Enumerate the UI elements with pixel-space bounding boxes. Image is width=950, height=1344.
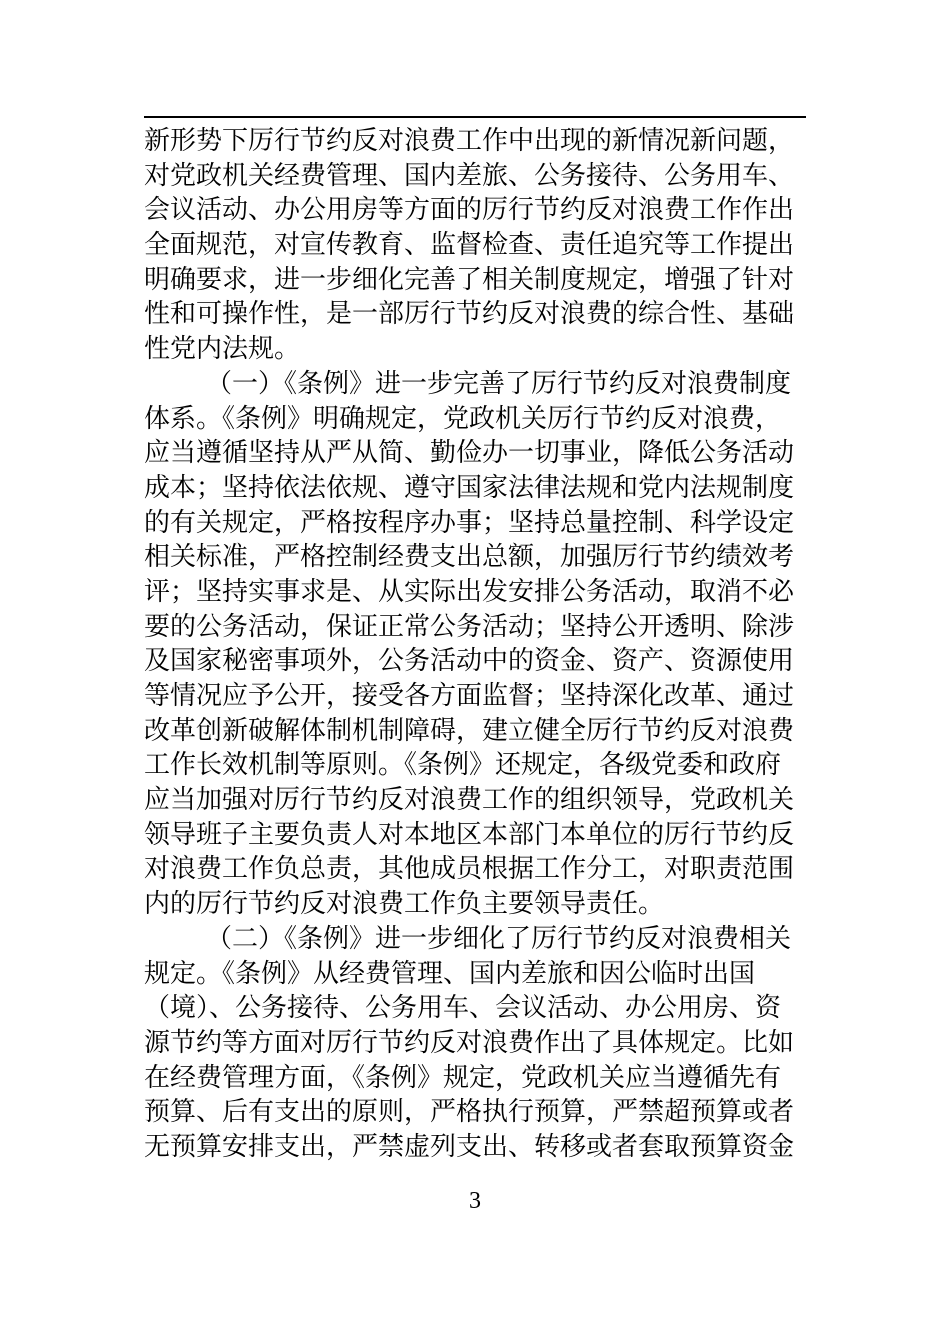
body-text (144, 124, 806, 1165)
text-line: 体系。《条例》明确规定，党政机关厉行节约反对浪费， (144, 403, 782, 434)
text-line: 要的公务活动，保证正常公务活动；坚持公开透明、除涉 (144, 611, 795, 642)
text-line: 应当遵循坚持从严从简、勤俭办一切事业，降低公务活动 (144, 438, 795, 469)
text-line: 的有关规定，严格按程序办事；坚持总量控制、科学设定 (144, 507, 795, 538)
text-line: 新形势下厉行节约反对浪费工作中出现的新情况新问题， (144, 126, 795, 156)
text-line: 工作长效机制等原则。《条例》还规定，各级党委和政府 (144, 750, 782, 781)
text-line: 在经费管理方面，《条例》规定，党政机关应当遵循先有 (144, 1062, 782, 1093)
text-line: 相关标准，严格控制经费支出总额，加强厉行节约绩效考 (144, 542, 795, 573)
text-line: 全面规范，对宣传教育、监督检查、责任追究等工作提出 (144, 230, 795, 261)
paragraph-start-line: （二）《条例》进一步细化了厉行节约反对浪费相关 (206, 923, 792, 954)
text-line: 预算、后有支出的原则，严格执行预算，严禁超预算或者 (144, 1097, 795, 1128)
text-line: 应当加强对厉行节约反对浪费工作的组织领导，党政机关 (144, 785, 795, 816)
text-line: 等情况应予公开，接受各方面监督；坚持深化改革、通过 (144, 681, 795, 711)
text-line: 源节约等方面对厉行节约反对浪费作出了具体规定。比如 (144, 1027, 795, 1058)
header-rule (144, 116, 806, 118)
text-line: 成本；坚持依法依规、遵守国家法律法规和党内法规制度 (144, 472, 795, 503)
text-line: 明确要求，进一步细化完善了相关制度规定，增强了针对 (144, 264, 795, 295)
text-line: 性和可操作性，是一部厉行节约反对浪费的综合性、基础 (144, 299, 795, 330)
text-line: 无预算安排支出，严禁虚列支出、转移或者套取预算资金 (144, 1131, 795, 1162)
paragraph-start-line: （一）《条例》进一步完善了厉行节约反对浪费制度 (206, 368, 792, 399)
text-line: 改革创新破解体制机制障碍，建立健全厉行节约反对浪费 (144, 715, 795, 746)
text-line: 规定。《条例》从经费管理、国内差旅和因公临时出国 (144, 958, 756, 989)
text-line: 领导班子主要负责人对本地区本部门本单位的厉行节约反 (144, 819, 795, 850)
text-line: 及国家秘密事项外，公务活动中的资金、资产、资源使用 (144, 646, 795, 677)
page-number: 3 (469, 1188, 481, 1214)
text-line: （境）、公务接待、公务用车、会议活动、办公用房、资 (144, 993, 782, 1024)
text-line: 内的厉行节约反对浪费工作负主要领导责任。 (144, 889, 665, 920)
text-line: 对党政机关经费管理、国内差旅、公务接待、公务用车、 (144, 160, 795, 191)
text-line: 性党内法规。 (144, 334, 301, 365)
text-line: 对浪费工作负总责，其他成员根据工作分工，对职责范围 (144, 854, 795, 885)
text-line: 会议活动、办公用房等方面的厉行节约反对浪费工作作出 (144, 195, 795, 226)
text-line: 评；坚持实事求是、从实际出发安排公务活动，取消不必 (144, 576, 795, 607)
